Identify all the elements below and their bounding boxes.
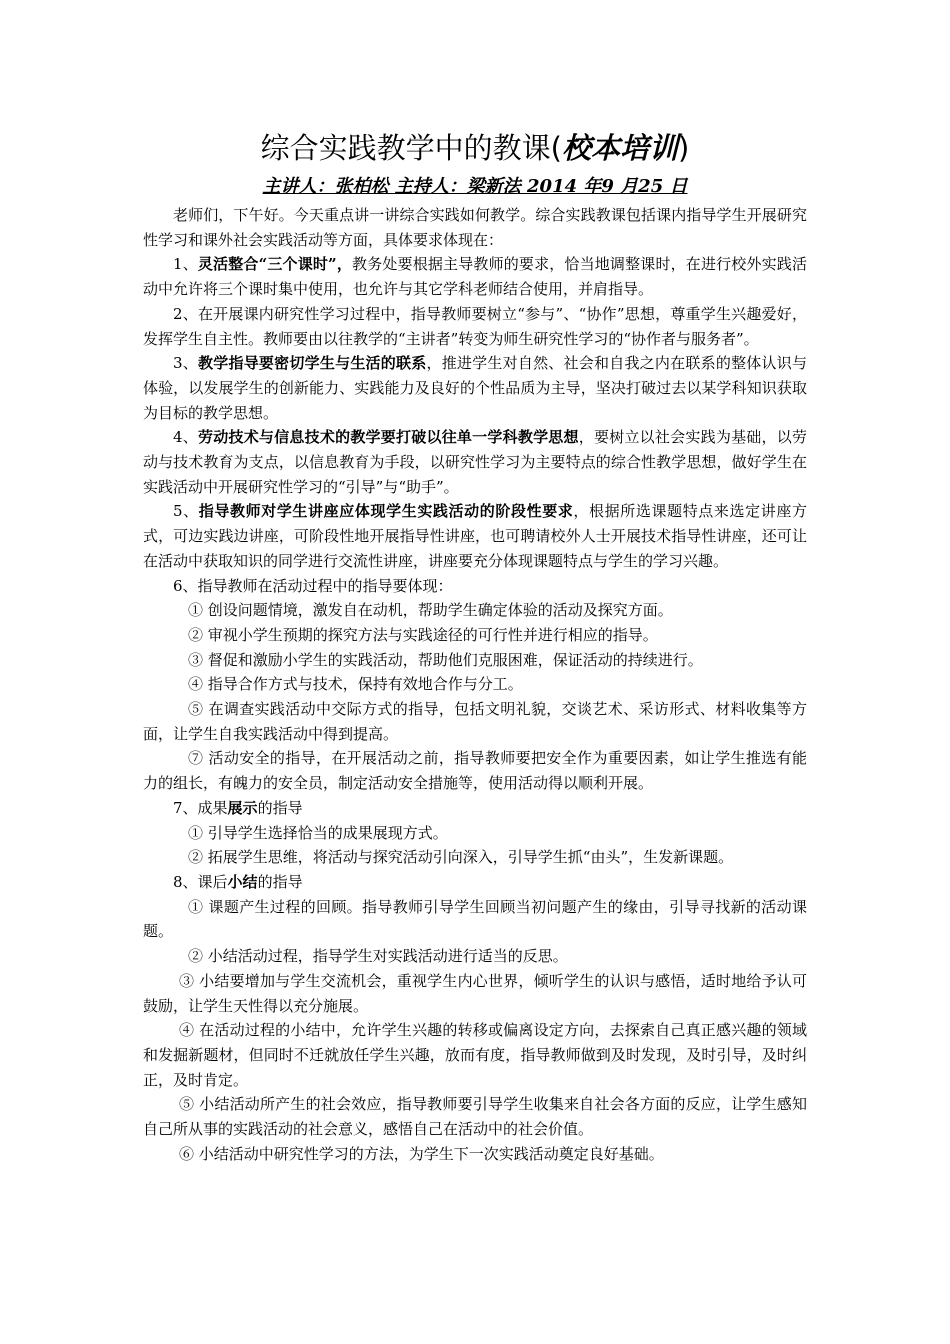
item-8-point: ⑤ 小结活动所产生的社会效应，指导教师要引导学生收集来自社会各方面的反应，让学生感知自己所从事的实践活动的社会意义，感悟自己在活动中的社会价值。 bbox=[143, 1095, 807, 1139]
item-number: 3、 bbox=[173, 354, 199, 373]
item-8-point: ② 小结活动过程，指导学生对实践活动进行适当的反思。 bbox=[188, 947, 568, 966]
item-8-point: ⑥ 小结活动中研究性学习的方法，为学生下一次实践活动奠定良好基础。 bbox=[179, 1144, 664, 1163]
item-8-point: ① 课题产生过程的回顾。指导教师引导学生回顾当初问题产生的缘由，引导寻找新的活动课题。 bbox=[143, 897, 807, 941]
item-5 bbox=[143, 499, 807, 573]
item-number: 2、 bbox=[173, 304, 198, 323]
item-8-heading bbox=[143, 870, 807, 895]
heading-post: 的指导 bbox=[257, 872, 303, 891]
item-emphasis: 教学指导要密切学生与生活的联系 bbox=[198, 354, 427, 373]
item-6-heading: 6、指导教师在活动过程中的指导要体现： bbox=[173, 576, 453, 595]
item-7-heading bbox=[143, 796, 807, 821]
heading-pre: 8、课后 bbox=[173, 872, 228, 891]
item-number: 1、 bbox=[173, 255, 198, 274]
item-text: 在开展课内研究性学习过程中，指导教师要树立“参与”、“协作”思想，尊重学生兴趣爱好，发挥学生自主性。教师要由以往教学的“主讲者”转变为师生研究性学习的“协作者与服务者”。 bbox=[143, 304, 807, 348]
item-text: ，推进学生对自然、社会和自我之内在联系的整体认识与体验，以发展学生的创新能力、实践能力及良好的个性品质为主导，坚决打破过去以某学科知识获取为目标的教学思想。 bbox=[143, 354, 807, 422]
item-8-point: ③ 小结要增加与学生交流机会，重视学生内心世界，倾听学生的认识与感悟，适时地给予认可鼓励，让学生天性得以充分施展。 bbox=[143, 971, 807, 1015]
item-6-point: ② 审视小学生预期的探究方法与实践途径的可行性并进行相应的指导。 bbox=[188, 625, 658, 644]
heading-post: 的指导 bbox=[257, 798, 303, 817]
item-number: 5、 bbox=[173, 502, 199, 521]
title-close: ) bbox=[678, 131, 690, 165]
heading-emphasis: 展示 bbox=[227, 798, 258, 817]
item-number: 4、 bbox=[173, 428, 199, 447]
item-6-point: ④ 指导合作方式与技术，保持有效地合作与分工。 bbox=[188, 675, 523, 694]
heading-pre: 7、成果 bbox=[173, 798, 228, 817]
title-school-tag: 校本培训 bbox=[561, 131, 678, 165]
item-3 bbox=[143, 351, 807, 425]
item-emphasis: 劳动技术与信息技术的教学要打破以往单一学科教学思想 bbox=[198, 428, 579, 447]
item-7-point: ② 拓展学生思维，将活动与探究活动引向深入，引导学生抓“由头”，生发新课题。 bbox=[188, 848, 734, 867]
item-text: ，要树立以社会实践为基础，以劳动与技术教育为支点，以信息教育为手段，以研究性学习为主要特点的综合性教学思想，做好学生在实践活动中开展研究性学习的“引导”与“助手”。 bbox=[143, 428, 807, 496]
item-8-point: ④ 在活动过程的小结中，允许学生兴趣的转移或偏离设定方向，去探索自己真正感兴趣的领域和发掘新题材，但同时不迁就放任学生兴趣，放而有度，指导教师做到及时发现，及时引导，及时纠正，及时肯定。 bbox=[143, 1021, 807, 1089]
item-emphasis: 指导教师对学生讲座应体现学生实践活动的阶段性要求 bbox=[198, 502, 574, 521]
item-text: ，根据所选课题特点来选定讲座方式，可边实践边讲座，可阶段性地开展指导性讲座，也可聘请校外人士开展技术指导性讲座，还可让在活动中获取知识的同学进行交流性讲座，讲座要充分体现课题特点与学生的学习兴趣。 bbox=[143, 502, 807, 570]
heading-emphasis: 小结 bbox=[227, 872, 258, 891]
item-6-point: ⑤ 在调查实践活动中交际方式的指导，包括文明礼貌，交谈艺术、采访形式、材料收集等方面，让学生自我实践活动中得到提高。 bbox=[143, 700, 807, 743]
item-6-point: ① 创设问题情境，激发自在动机，帮助学生确定体验的活动及探究方面。 bbox=[188, 601, 673, 620]
item-emphasis: 灵活整合“三个课时”， bbox=[197, 255, 353, 274]
title-main: 综合实践教学中的教课( bbox=[260, 131, 562, 165]
item-6-point: ⑦ 活动安全的指导，在开展活动之前，指导教师要把安全作为重要因素，如让学生推选有能力的组长，有魄力的安全员，制定活动安全措施等，使用活动得以顺利开展。 bbox=[143, 749, 807, 793]
item-4 bbox=[143, 425, 807, 499]
document-body bbox=[143, 203, 807, 1166]
intro-paragraph: 老师们，下午好。今天重点讲一讲综合实践如何教学。综合实践教课包括课内指导学生开展研究性学习和课外社会实践活动等方面，具体要求体现在： bbox=[143, 206, 807, 249]
item-2 bbox=[143, 302, 807, 351]
item-text: 教务处要根据主导教师的要求，恰当地调整课时，在进行校外实践活动中允许将三个课时集中使用，也允许与其它学科老师结合使用，并肩指导。 bbox=[143, 255, 807, 299]
page-title bbox=[0, 128, 950, 168]
speaker-line: 主讲人：张柏松 主持人：梁新法 2014 年9 月25 日 bbox=[262, 176, 688, 197]
item-7-point: ① 引导学生选择恰当的成果展现方式。 bbox=[188, 823, 448, 842]
item-6-point: ③ 督促和激励小学生的实践活动，帮助他们克服困难，保证活动的持续进行。 bbox=[188, 650, 703, 669]
item-1 bbox=[143, 252, 807, 301]
